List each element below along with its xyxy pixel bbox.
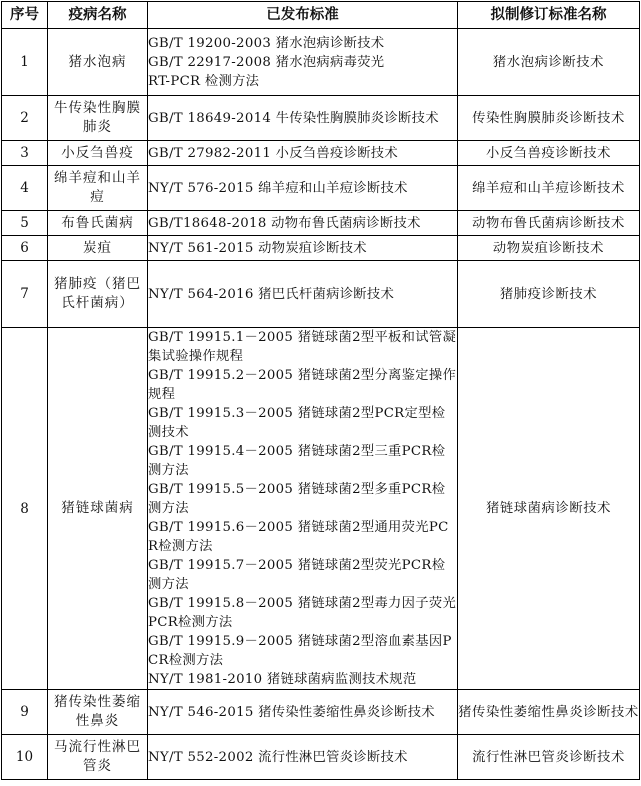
published-standard-item: GB/T 22917-2008 猪水泡病病毒荧光 (148, 54, 385, 70)
table-row (2, 236, 640, 261)
cell-revision-standard: 猪链球菌病诊断技术 (458, 328, 640, 690)
published-standard-item: NY/T 576-2015 绵羊痘和山羊痘诊断技术 (148, 180, 408, 196)
published-standard-item: RT-PCR 检测方法 (148, 73, 260, 89)
header-disease: 疫病名称 (48, 2, 148, 29)
published-standard-item: GB/T 19915.4－2005 猪链球菌2型三重PCR检测方法 (148, 444, 446, 478)
published-standard-item: GB/T18648-2018 动物布鲁氏菌病诊断技术 (148, 215, 421, 231)
cell-disease-name: 猪传染性萎缩性鼻炎 (48, 690, 148, 735)
cell-published-standards (148, 96, 458, 141)
cell-revision-standard: 猪传染性萎缩性鼻炎诊断技术 (458, 690, 640, 735)
cell-revision-standard: 小反刍兽疫诊断技术 (458, 141, 640, 166)
cell-number: 1 (2, 29, 48, 96)
published-standard-item: GB/T 19915.2－2005 猪链球菌2型分离鉴定操作规程 (148, 368, 457, 402)
cell-published-standards (148, 29, 458, 96)
cell-disease-name: 猪水泡病 (48, 29, 148, 96)
cell-disease-name: 马流行性淋巴管炎 (48, 735, 148, 780)
table-row (2, 166, 640, 211)
published-standard-item: GB/T 19200-2003 猪水泡病诊断技术 (148, 35, 385, 51)
cell-number: 10 (2, 735, 48, 780)
table-row (2, 141, 640, 166)
published-standard-item: GB/T 18649-2014 牛传染性胸膜肺炎诊断技术 (148, 110, 439, 126)
published-standard-item: GB/T 19915.3－2005 猪链球菌2型PCR定型检测技术 (148, 406, 446, 440)
cell-disease-name: 小反刍兽疫 (48, 141, 148, 166)
cell-revision-standard: 动物炭疽诊断技术 (458, 236, 640, 261)
cell-revision-standard: 绵羊痘和山羊痘诊断技术 (458, 166, 640, 211)
cell-revision-standard: 传染性胸膜肺炎诊断技术 (458, 96, 640, 141)
published-standard-item: NY/T 546-2015 猪传染性萎缩性鼻炎诊断技术 (148, 704, 435, 720)
cell-published-standards (148, 211, 458, 236)
header-row (2, 2, 640, 29)
table-row (2, 328, 640, 690)
published-standard-item: GB/T 19915.5－2005 猪链球菌2型多重PCR检测方法 (148, 482, 446, 516)
published-standard-item: NY/T 552-2002 流行性淋巴管炎诊断技术 (148, 749, 408, 765)
table-row (2, 211, 640, 236)
published-standard-item: GB/T 19915.1－2005 猪链球菌2型平板和试管凝集试验操作规程 (148, 330, 457, 364)
cell-published-standards (148, 690, 458, 735)
cell-number: 4 (2, 166, 48, 211)
cell-disease-name: 绵羊痘和山羊痘 (48, 166, 148, 211)
table-row (2, 261, 640, 328)
standards-table (1, 1, 640, 780)
table-body (2, 29, 640, 780)
cell-disease-name: 布鲁氏菌病 (48, 211, 148, 236)
cell-published-standards (148, 236, 458, 261)
cell-number: 7 (2, 261, 48, 328)
cell-disease-name: 炭疽 (48, 236, 148, 261)
cell-disease-name: 猪肺疫（猪巴氏杆菌病） (48, 261, 148, 328)
published-standard-item: GB/T 19915.7－2005 猪链球菌2型荧光PCR检测方法 (148, 558, 446, 592)
cell-number: 2 (2, 96, 48, 141)
cell-revision-standard: 猪水泡病诊断技术 (458, 29, 640, 96)
cell-published-standards (148, 328, 458, 690)
cell-number: 5 (2, 211, 48, 236)
cell-number: 8 (2, 328, 48, 690)
published-standard-item: NY/T 1981-2010 猪链球菌病监测技术规范 (148, 672, 417, 687)
published-standard-item: GB/T 19915.8－2005 猪链球菌2型毒力因子荧光PCR检测方法 (148, 596, 457, 630)
published-standard-item: GB/T 27982-2011 小反刍兽疫诊断技术 (148, 145, 398, 161)
cell-published-standards (148, 261, 458, 328)
table-row (2, 690, 640, 735)
cell-number: 3 (2, 141, 48, 166)
cell-disease-name: 牛传染性胸膜肺炎 (48, 96, 148, 141)
cell-disease-name: 猪链球菌病 (48, 328, 148, 690)
published-standard-item: GB/T 19915.9－2005 猪链球菌2型溶血素基因PCR检测方法 (148, 634, 452, 668)
header-no: 序号 (2, 2, 48, 29)
header-revise: 拟制修订标准名称 (458, 2, 640, 29)
table-row (2, 96, 640, 141)
published-standard-item: GB/T 19915.6－2005 猪链球菌2型通用荧光PCR检测方法 (148, 520, 449, 554)
published-standard-item: NY/T 561-2015 动物炭疽诊断技术 (148, 240, 367, 256)
table-row (2, 29, 640, 96)
cell-number: 6 (2, 236, 48, 261)
cell-revision-standard: 流行性淋巴管炎诊断技术 (458, 735, 640, 780)
published-standard-item: NY/T 564-2016 猪巴氏杆菌病诊断技术 (148, 286, 395, 302)
cell-published-standards (148, 166, 458, 211)
cell-revision-standard: 动物布鲁氏菌病诊断技术 (458, 211, 640, 236)
header-published: 已发布标准 (148, 2, 458, 29)
cell-number: 9 (2, 690, 48, 735)
table-row (2, 735, 640, 780)
cell-revision-standard: 猪肺疫诊断技术 (458, 261, 640, 328)
cell-published-standards (148, 735, 458, 780)
cell-published-standards (148, 141, 458, 166)
